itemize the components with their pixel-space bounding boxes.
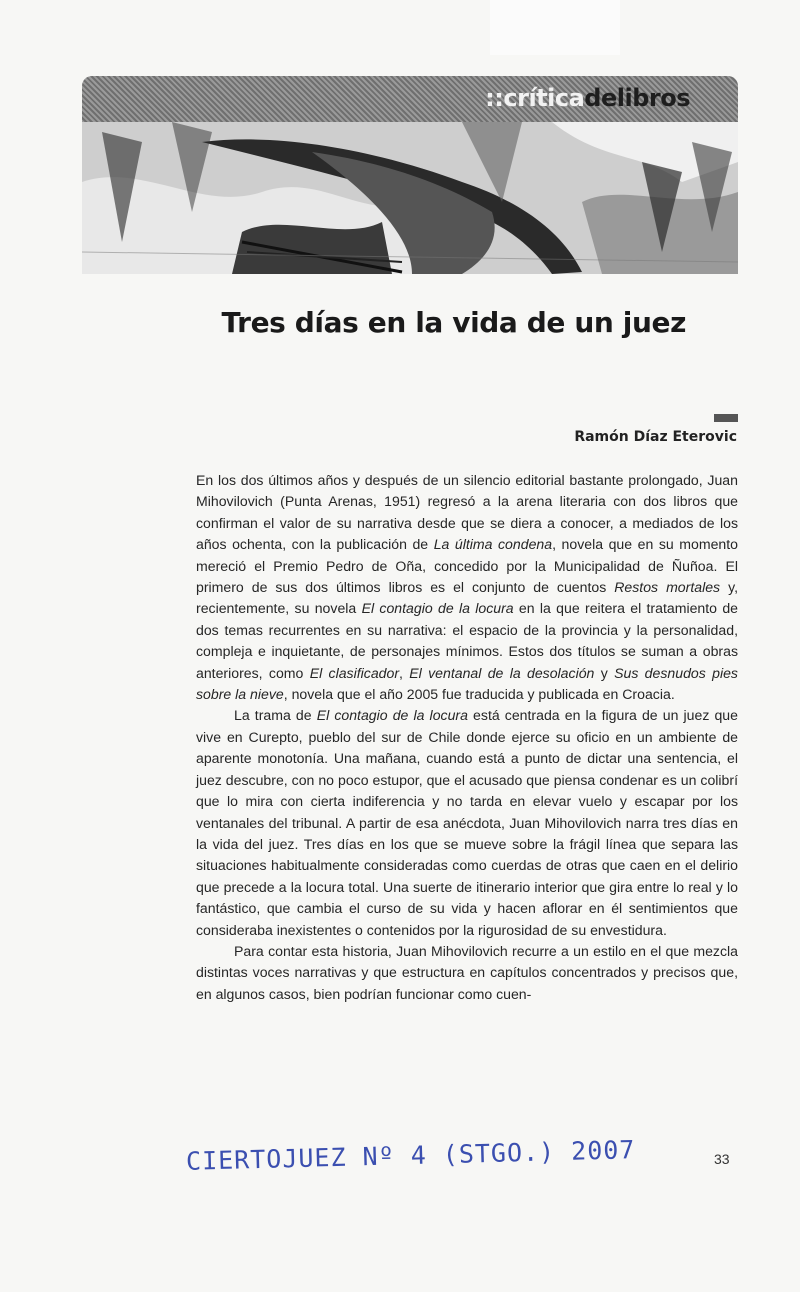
paragraph-text: En los dos últimos años y después de un silencio editorial bastante prolongado, Juan Mihovilovich (Punta Arenas, 1951) regresó a la arena literaria con dos libros que confirman el valor de su narrativa desde que se diera a conocer, a mediados de los años ochenta, con la publicación de: [196, 472, 738, 553]
handwritten-note: CIERTOJUEZ Nº 4 (STGO.) 2007: [185, 1135, 636, 1176]
paragraph-text: y: [594, 664, 615, 681]
author-marker: [714, 414, 738, 422]
body-paragraph: [196, 705, 738, 940]
paragraph-text: Para contar esta historia, Juan Mihovilovich recurre a un estilo en el que mezcla distintas voces narrativas y que estructura en capítulos concentrados y precisos que, en algunos casos, bien podrían funcionar como cuen-: [196, 942, 738, 1002]
page-number: 33: [714, 1151, 730, 1167]
paragraph-text: , novela que el año 2005 fue traducida y publicada en Croacia.: [283, 686, 675, 703]
book-title-italic: El clasificador: [309, 664, 400, 681]
book-title-italic: El contagio de la locura: [361, 600, 514, 617]
book-title-italic: El contagio de la locura: [316, 707, 468, 724]
section-header-banner: [82, 76, 738, 274]
section-label-prefix: ::: [485, 84, 504, 112]
paragraph-text: está centrada en la figura de un juez que vive en Curepto, pueblo del sur de Chile donde ejerce su oficio en un ambiente de aparente monotonía. Una mañana, cuando está a punto de dictar una sentencia, el juez descubre, con no poco estupor, que el acusado que piensa condenar es un colibrí que lo mira con cierta indiferencia y no tarda en elevar vuelo y escapar por los ventanales del tribunal. A partir de esa anécdota, Juan Mihovilovich narra tres días en la vida del juez. Tres días en los que se mueve sobre la frágil línea que separa las situaciones habitualmente consideradas como cuerdas de otras que caen en el delirio que precede a la locura total. Una suerte de itinerario interior que gira entre lo real y lo fantástico, que cambia el curso de su vida y hacen aflorar en él sentimientos que consideraba inexistentes o contenidos por la rigurosidad de su envestidura.: [196, 707, 738, 938]
paragraph-text: La trama de: [234, 707, 317, 724]
body-paragraph: [196, 941, 738, 1005]
book-title-italic: Restos mortales: [614, 579, 721, 596]
book-title-italic: El ventanal de la desolación: [409, 664, 595, 681]
section-label-strong: delibros: [584, 84, 690, 112]
book-title-italic: La última condena: [433, 536, 553, 553]
scan-smudge: [490, 0, 620, 55]
article-body: [196, 470, 738, 1005]
paragraph-text: ,: [399, 664, 410, 681]
article-title: Tres días en la vida de un juez: [221, 306, 686, 339]
paragraph-text: en la que reitera el tratamiento de dos temas recurrentes en su narrativa: el espacio de la provincia y la personalidad, compleja e inquietante, de personajes mínimos. Estos dos títulos se suman a obras anteriores, como: [196, 600, 739, 681]
paragraph-text: , novela que en su momento mereció el Premio Pedro de Oña, concedido por la Municipalidad de Ñuñoa. El primero de sus dos últimos libros es el conjunto de cuentos: [196, 536, 738, 596]
book-title-italic: Sus desnudos pies sobre la nieve: [196, 664, 738, 703]
section-label: [485, 84, 690, 112]
section-bar: [82, 76, 738, 122]
article-author: Ramón Díaz Eterovic: [574, 429, 737, 445]
feather-photo-icon: [82, 122, 738, 274]
paragraph-text: y, recientemente, su novela: [196, 579, 738, 617]
section-label-light: crítica: [503, 84, 585, 112]
body-paragraph: [196, 470, 738, 705]
